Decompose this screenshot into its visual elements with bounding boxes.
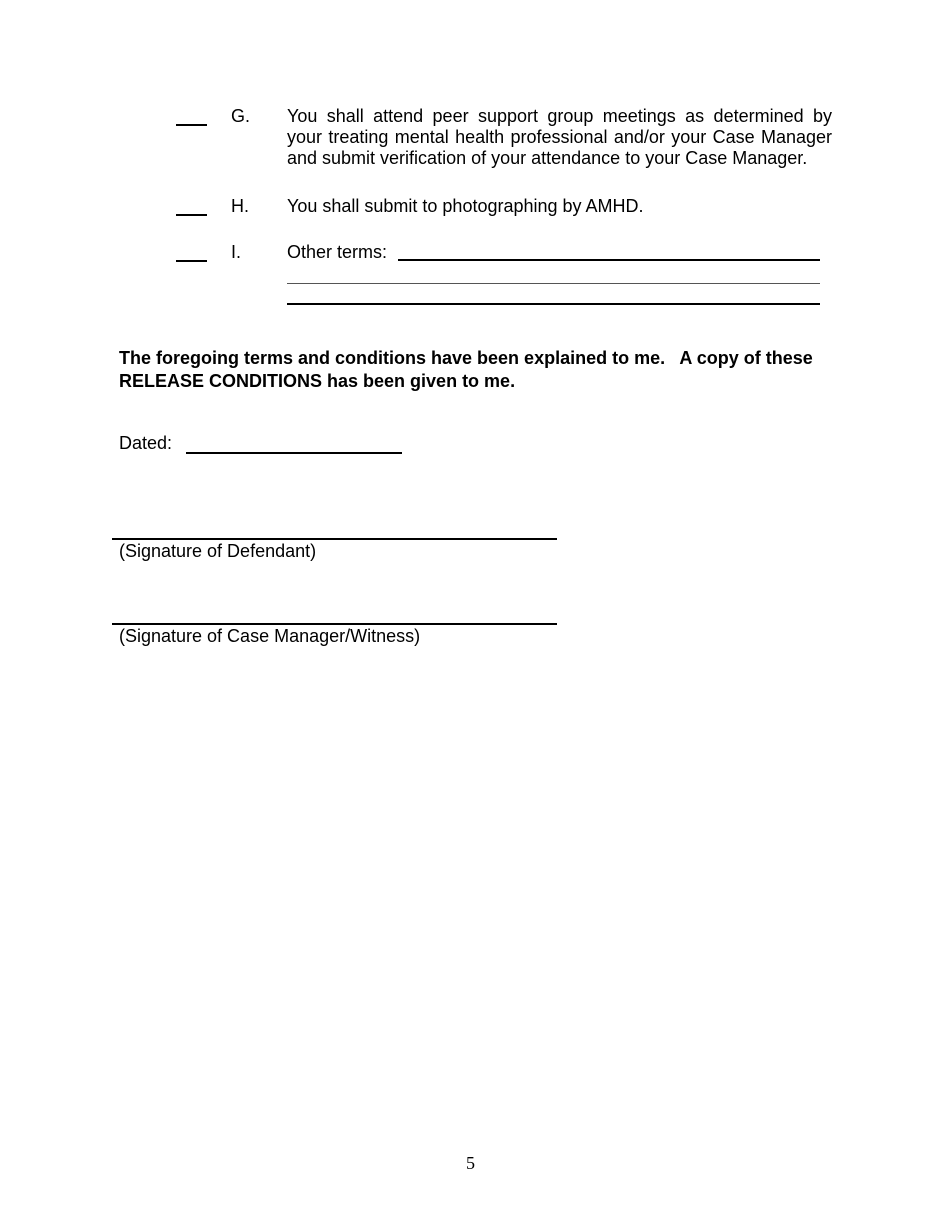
page-number: 5 bbox=[466, 1153, 475, 1173]
checkbox-line-term-h[interactable] bbox=[176, 214, 207, 216]
defendant-signature-line[interactable] bbox=[112, 538, 557, 540]
acknowledgement-statement: The foregoing terms and conditions have been explained to me. A copy of these RELEASE CONDITIONS has been given to me. bbox=[119, 348, 818, 391]
other-terms-line-3[interactable] bbox=[287, 303, 820, 305]
term-letter: I. bbox=[231, 242, 242, 262]
term-letter: G. bbox=[231, 106, 251, 126]
checkbox-line-term-g[interactable] bbox=[176, 124, 207, 126]
other-terms-label: Other terms: bbox=[287, 242, 388, 262]
checkbox-line-term-i[interactable] bbox=[176, 260, 207, 262]
dated-line[interactable] bbox=[186, 452, 402, 454]
witness-signature-caption: (Signature of Case Manager/Witness) bbox=[119, 626, 421, 646]
dated-label: Dated: bbox=[119, 433, 173, 453]
term-text: You shall submit to photographing by AMHD. bbox=[287, 196, 644, 216]
term-text: You shall attend peer support group meetings as determined by your treating mental health professional and/or your Case Manager and submit verification of your attendance to your Case Manager. bbox=[287, 106, 832, 168]
defendant-signature-caption: (Signature of Defendant) bbox=[119, 541, 317, 561]
other-terms-line-2[interactable] bbox=[287, 283, 820, 284]
term-letter: H. bbox=[231, 196, 249, 216]
acknowledgement-text bbox=[119, 347, 819, 393]
witness-signature-line[interactable] bbox=[112, 623, 557, 625]
other-terms-line-1[interactable] bbox=[398, 259, 820, 261]
